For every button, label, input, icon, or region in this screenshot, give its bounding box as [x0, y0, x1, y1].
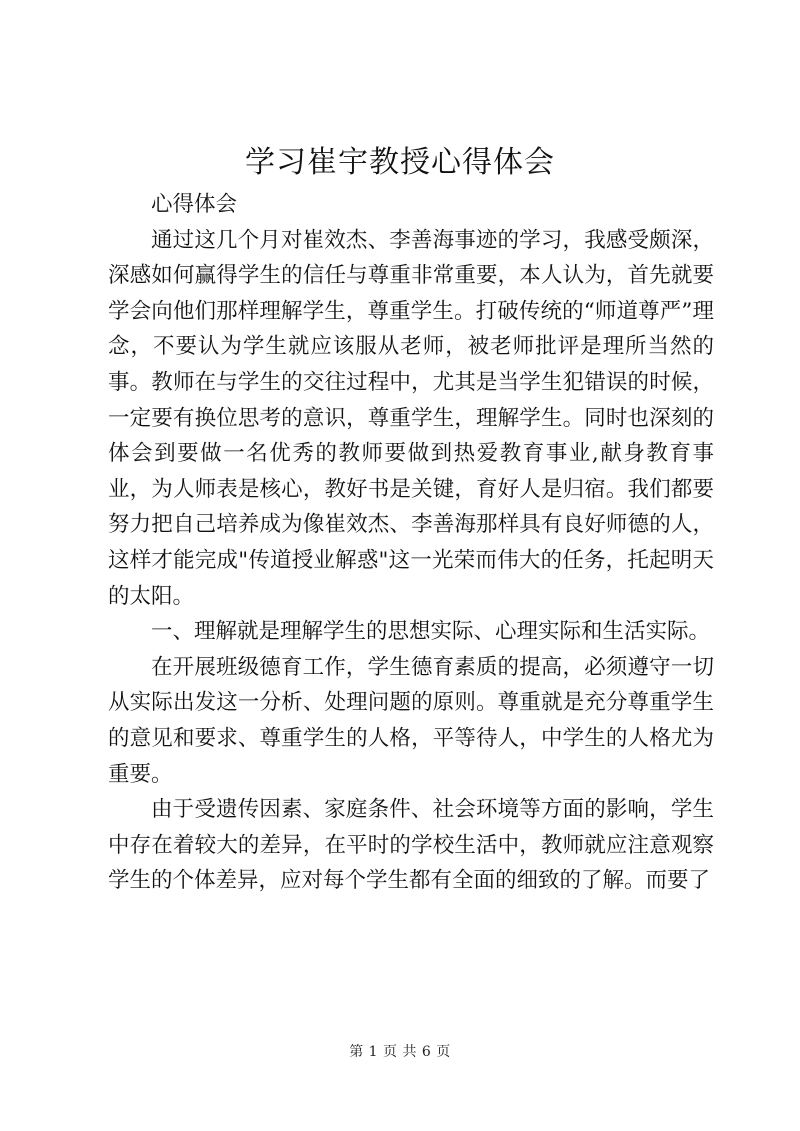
document-body [108, 187, 714, 899]
section-heading: 一、理解就是理解学生的思想实际、心理实际和生活实际。 [151, 619, 711, 645]
page-number-footer: 第 1 页 共 6 页 [349, 1044, 451, 1060]
paragraph: 在开展班级德育工作，学生德育素质的提高，必须遵守一切从实际出发这一分析、处理问题的原则。尊重就是充分尊重学生的意见和要求、尊重学生的人格，平等待人，中学生的人格尤为重要。 [108, 654, 714, 787]
paragraph: 通过这几个月对崔效杰、李善海事迹的学习，我感受颇深，深感如何赢得学生的信任与尊重非常重要，本人认为，首先就要学会向他们那样理解学生，尊重学生。打破传统的“师道尊严”理念，不要认为学生就应该服从老师，被老师批评是理所当然的事。教师在与学生的交往过程中，尤其是当学生犯错误的时候，一定要有换位思考的意识，尊重学生，理解学生。同时也深刻的体会到要做一名优秀的教师要做到热爱教育事业,献身教育事业，为人师表是核心，教好书是关键，育好人是归宿。我们都要努力把自己培养成为像崔效杰、李善海那样具有良好师德的人，这样才能完成"传道授业解惑"这一光荣而伟大的任务，托起明天的太阳。 [108, 227, 714, 609]
paragraph: 由于受遗传因素、家庭条件、社会环境等方面的影响，学生中存在着较大的差异，在平时的学校生活中，教师就应注意观察学生的个体差异，应对每个学生都有全面的细致的了解。而要了 [108, 797, 714, 894]
document-title: 学习崔宇教授心得体会 [245, 145, 555, 180]
paragraph-heading: 心得体会 [151, 192, 238, 217]
